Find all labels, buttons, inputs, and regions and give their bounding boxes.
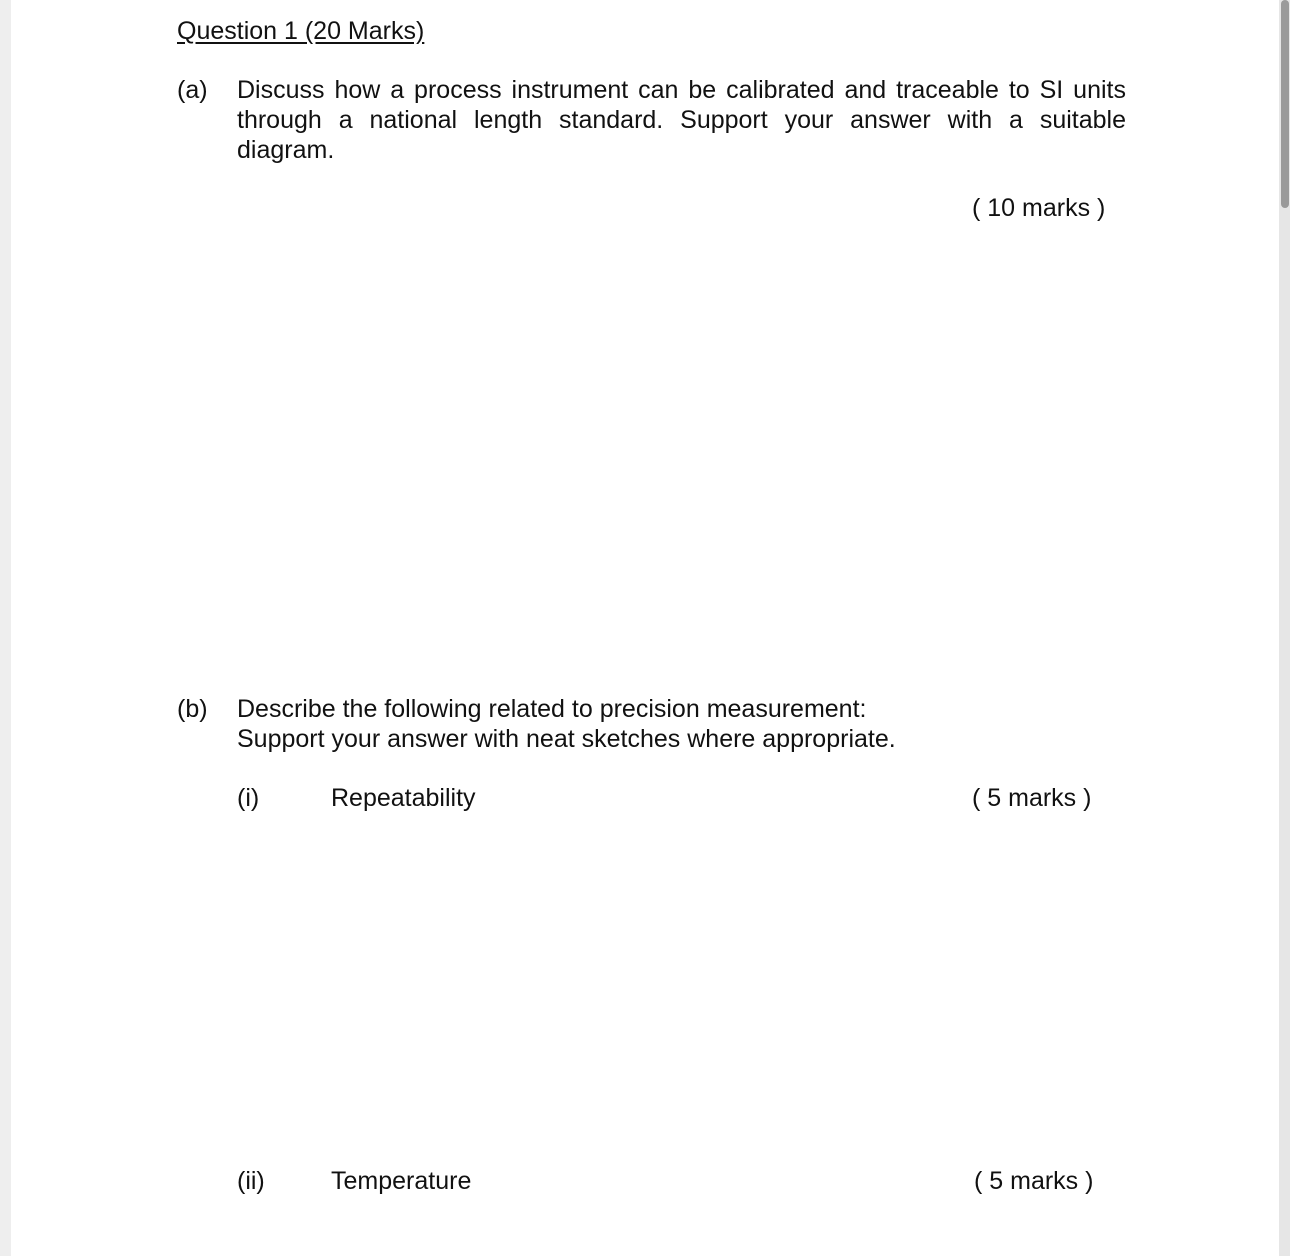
part-a-marks: ( 10 marks ) — [972, 194, 1106, 222]
question-heading: Question 1 (20 Marks) — [177, 17, 425, 45]
part-a-line: diagram. — [237, 136, 335, 164]
sub-item-ii-text: Temperature — [331, 1167, 472, 1195]
sub-item-ii-label: (ii) — [237, 1167, 265, 1195]
sub-item-i-text: Repeatability — [331, 784, 476, 812]
sub-item-i-label: (i) — [237, 784, 260, 812]
scrollbar-thumb[interactable] — [1281, 0, 1289, 208]
part-a-label: (a) — [177, 76, 208, 104]
part-a-line: through a national length standard. Support your answer with a suitable — [237, 106, 1126, 134]
sub-item-ii-marks: ( 5 marks ) — [974, 1167, 1094, 1195]
part-a-text — [237, 75, 1126, 165]
part-b-text — [237, 694, 896, 754]
sub-item-i-marks: ( 5 marks ) — [972, 784, 1092, 812]
document-page — [11, 0, 1279, 1256]
vertical-scrollbar[interactable] — [1279, 0, 1290, 1256]
part-b-label: (b) — [177, 695, 208, 723]
part-b-line: Describe the following related to precision measurement: — [237, 695, 867, 723]
part-a-line: Discuss how a process instrument can be calibrated and traceable to SI units — [237, 76, 1126, 104]
part-b-line: Support your answer with neat sketches where appropriate. — [237, 725, 896, 753]
